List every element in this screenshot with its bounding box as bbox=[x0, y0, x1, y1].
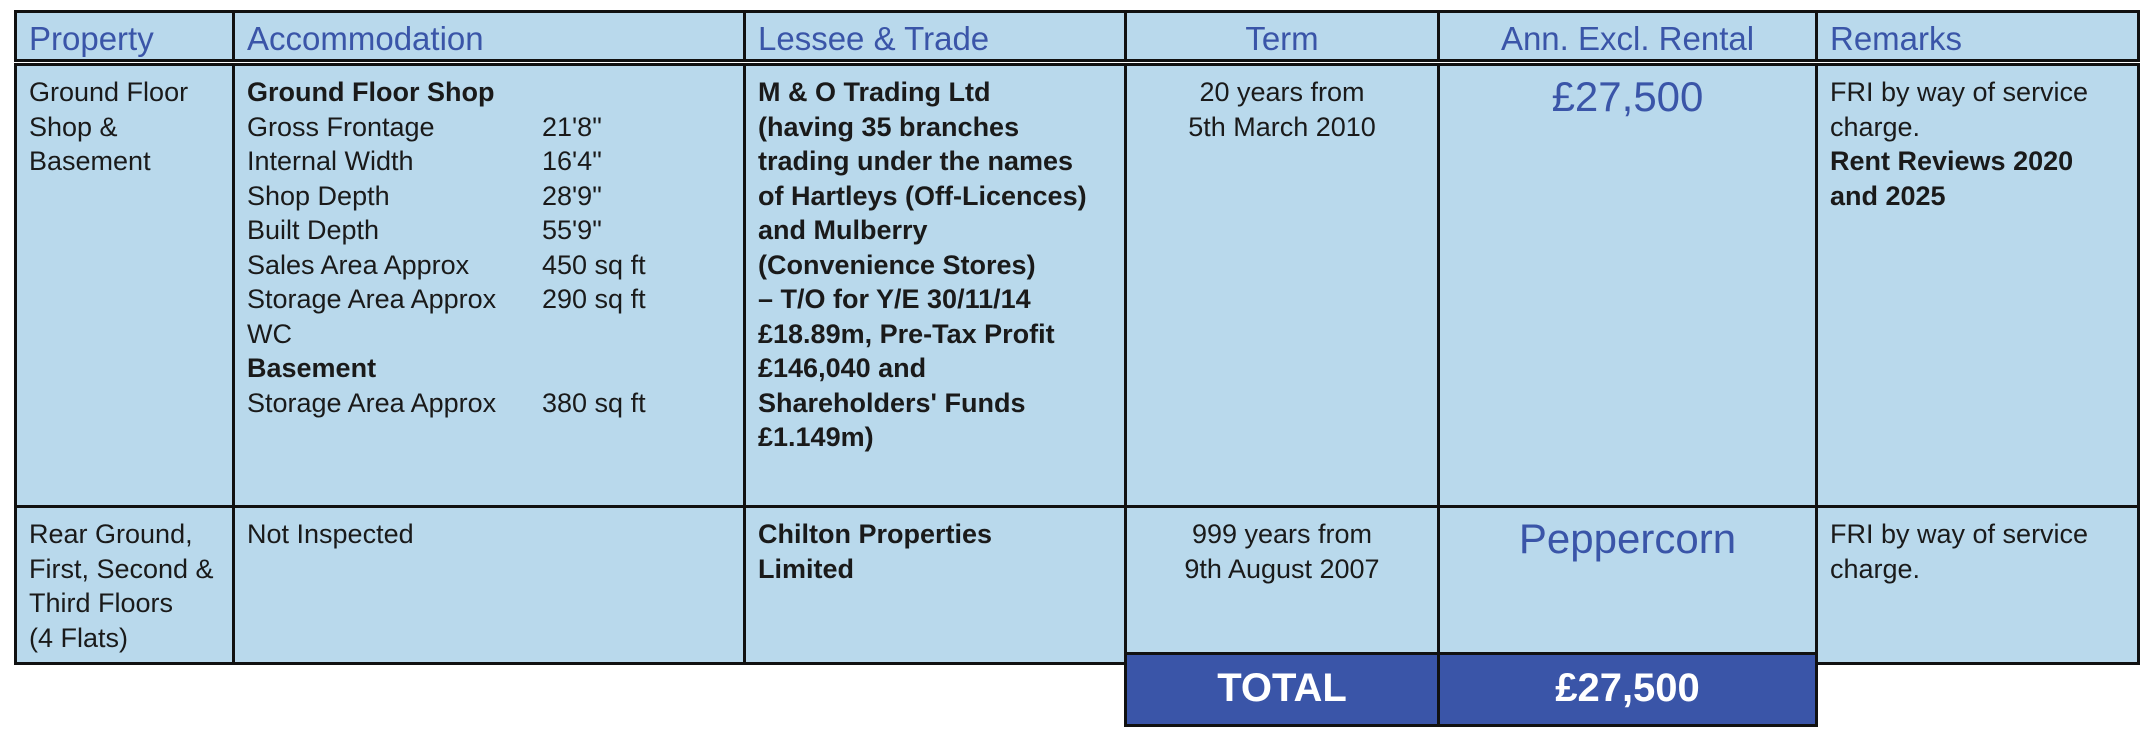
lessee-cell bbox=[743, 505, 1127, 665]
remarks-line: FRI by way of service bbox=[1830, 77, 2089, 107]
accommodation-item bbox=[247, 144, 731, 179]
accommodation-item bbox=[247, 179, 731, 214]
accommodation-item bbox=[247, 213, 731, 248]
table-row bbox=[14, 63, 2140, 508]
property-line: Ground Floor bbox=[29, 77, 189, 107]
lessee-line: and Mulberry bbox=[758, 215, 928, 245]
property-line: Basement bbox=[29, 146, 151, 176]
item-label: WC bbox=[247, 318, 292, 349]
lessee-line: (Convenience Stores) bbox=[758, 249, 1036, 280]
header-remarks: Remarks bbox=[1815, 10, 2140, 62]
property-cell bbox=[14, 505, 235, 665]
remarks-line: FRI by way of service bbox=[1830, 519, 2089, 549]
remarks-cell bbox=[1815, 63, 2140, 508]
item-label: Storage Area Approx bbox=[247, 284, 497, 314]
item-value: 450 sq ft bbox=[542, 249, 646, 280]
lessee-line: (having 35 branches bbox=[758, 111, 1020, 142]
rental-cell: Peppercorn bbox=[1437, 505, 1818, 665]
remarks-cell bbox=[1815, 505, 2140, 665]
item-label: Sales Area Approx bbox=[247, 249, 470, 280]
item-label: Built Depth bbox=[247, 215, 380, 245]
term-line: 20 years from bbox=[1199, 77, 1365, 107]
lessee-line: Chilton Properties bbox=[758, 519, 993, 549]
property-line: First, Second & bbox=[29, 553, 214, 584]
item-value: 290 sq ft bbox=[542, 284, 646, 314]
lessee-line: £146,040 and bbox=[758, 353, 927, 383]
term-line: 999 years from bbox=[1191, 519, 1373, 549]
remarks-line: and 2025 bbox=[1830, 180, 1946, 211]
lessee-line: £18.89m, Pre-Tax Profit bbox=[758, 318, 1055, 349]
table-row bbox=[14, 505, 2140, 665]
header-property: Property bbox=[14, 10, 235, 62]
item-label: Internal Width bbox=[247, 146, 414, 176]
accommodation-item bbox=[247, 110, 731, 145]
rental-cell: £27,500 bbox=[1437, 63, 1818, 508]
header-accommodation: Accommodation bbox=[232, 10, 746, 62]
header-lessee-trade: Lessee & Trade bbox=[743, 10, 1127, 62]
accommodation-heading: Ground Floor Shop bbox=[247, 77, 495, 107]
term-cell bbox=[1124, 63, 1440, 508]
item-value: 16'4" bbox=[542, 146, 602, 176]
lessee-line: – T/O for Y/E 30/11/14 bbox=[758, 284, 1031, 314]
property-line: Third Floors bbox=[29, 588, 174, 618]
property-cell bbox=[14, 63, 235, 508]
item-value: 21'8" bbox=[542, 111, 602, 142]
lessee-cell bbox=[743, 63, 1127, 508]
lessee-line: M & O Trading Ltd bbox=[758, 77, 991, 107]
total-value: £27,500 bbox=[1437, 652, 1818, 727]
remarks-line: charge. bbox=[1830, 111, 1921, 142]
term-line: 9th August 2007 bbox=[1184, 553, 1380, 584]
property-line: (4 Flats) bbox=[29, 622, 129, 653]
item-value bbox=[542, 317, 731, 352]
accommodation-item bbox=[247, 248, 731, 283]
total-label: TOTAL bbox=[1124, 652, 1440, 727]
lessee-line: Limited bbox=[758, 553, 855, 584]
remarks-line: Rent Reviews 2020 bbox=[1830, 146, 2074, 176]
item-label: Shop Depth bbox=[247, 180, 390, 211]
accommodation-heading: Basement bbox=[247, 353, 377, 383]
item-value: 55'9" bbox=[542, 215, 602, 245]
accommodation-item bbox=[247, 282, 731, 317]
item-value: 28'9" bbox=[542, 180, 602, 211]
lessee-line: trading under the names bbox=[758, 146, 1074, 176]
lessee-line: £1.149m) bbox=[758, 422, 874, 452]
remarks-line: charge. bbox=[1830, 553, 1921, 584]
lessee-line: Shareholders' Funds bbox=[758, 387, 1026, 418]
property-line: Rear Ground, bbox=[29, 519, 193, 549]
lessee-line: of Hartleys (Off-Licences) bbox=[758, 180, 1087, 211]
accommodation-cell: Not Inspected bbox=[232, 505, 746, 665]
header-rental: Ann. Excl. Rental bbox=[1437, 10, 1818, 62]
term-line: 5th March 2010 bbox=[1188, 111, 1376, 142]
accommodation-item bbox=[247, 317, 731, 352]
item-label: Storage Area Approx bbox=[247, 387, 497, 418]
accommodation-item bbox=[247, 386, 731, 421]
item-value: 380 sq ft bbox=[542, 387, 646, 418]
property-line: Shop & bbox=[29, 111, 118, 142]
item-label: Gross Frontage bbox=[247, 111, 435, 142]
term-cell bbox=[1124, 505, 1440, 665]
accommodation-cell bbox=[232, 63, 746, 508]
header-term: Term bbox=[1124, 10, 1440, 62]
header-row bbox=[14, 10, 2140, 66]
